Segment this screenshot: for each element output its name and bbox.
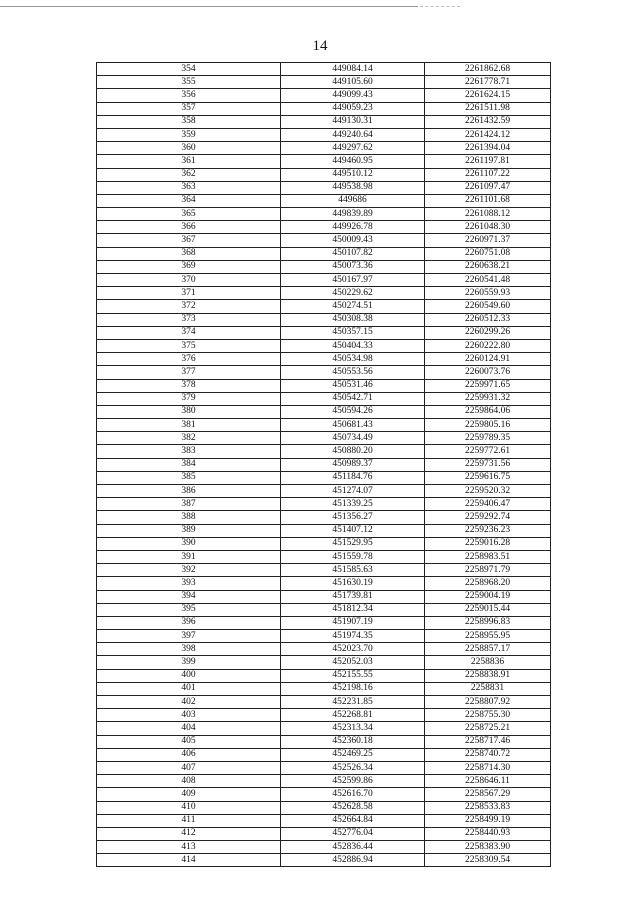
x-coordinate-cell: 449105.60 [281, 76, 425, 89]
top-rule [0, 6, 418, 7]
point-number-cell: 393 [97, 577, 281, 590]
x-coordinate-cell: 452198.16 [281, 682, 425, 695]
x-coordinate-cell: 452023.70 [281, 643, 425, 656]
x-coordinate-cell: 451585.63 [281, 564, 425, 577]
y-coordinate-cell: 2259015.44 [425, 603, 551, 616]
table-row [97, 761, 551, 774]
x-coordinate-cell: 450534.98 [281, 353, 425, 366]
point-number-cell: 394 [97, 590, 281, 603]
x-coordinate-cell: 450167.97 [281, 274, 425, 287]
point-number-cell: 354 [97, 63, 281, 76]
table-row [97, 827, 551, 840]
x-coordinate-cell: 452776.04 [281, 827, 425, 840]
table-row [97, 537, 551, 550]
point-number-cell: 386 [97, 485, 281, 498]
table-row [97, 287, 551, 300]
point-number-cell: 398 [97, 643, 281, 656]
point-number-cell: 357 [97, 102, 281, 115]
y-coordinate-cell: 2259236.23 [425, 524, 551, 537]
x-coordinate-cell: 451630.19 [281, 577, 425, 590]
x-coordinate-cell: 452526.34 [281, 761, 425, 774]
y-coordinate-cell: 2258807.92 [425, 696, 551, 709]
table-row [97, 682, 551, 695]
point-number-cell: 381 [97, 419, 281, 432]
point-number-cell: 408 [97, 775, 281, 788]
table-row [97, 709, 551, 722]
x-coordinate-cell: 451356.27 [281, 511, 425, 524]
point-number-cell: 375 [97, 339, 281, 352]
y-coordinate-cell: 2259864.06 [425, 405, 551, 418]
point-number-cell: 370 [97, 274, 281, 287]
x-coordinate-cell: 450308.38 [281, 313, 425, 326]
x-coordinate-cell: 449099.43 [281, 89, 425, 102]
coordinates-table [96, 62, 551, 867]
point-number-cell: 366 [97, 221, 281, 234]
table-row [97, 590, 551, 603]
x-coordinate-cell: 449839.89 [281, 208, 425, 221]
top-rule-dash [420, 6, 460, 7]
point-number-cell: 414 [97, 854, 281, 867]
y-coordinate-cell: 2258725.21 [425, 722, 551, 735]
point-number-cell: 378 [97, 379, 281, 392]
table-row [97, 643, 551, 656]
table-row [97, 616, 551, 629]
table-row [97, 155, 551, 168]
x-coordinate-cell: 449297.62 [281, 142, 425, 155]
y-coordinate-cell: 2258996.83 [425, 616, 551, 629]
y-coordinate-cell: 2259731.56 [425, 458, 551, 471]
y-coordinate-cell: 2258383.90 [425, 841, 551, 854]
table-row [97, 76, 551, 89]
point-number-cell: 372 [97, 300, 281, 313]
x-coordinate-cell: 452616.70 [281, 788, 425, 801]
x-coordinate-cell: 452231.85 [281, 696, 425, 709]
table-row [97, 221, 551, 234]
y-coordinate-cell: 2261197.81 [425, 155, 551, 168]
y-coordinate-cell: 2259292.74 [425, 511, 551, 524]
point-number-cell: 390 [97, 537, 281, 550]
y-coordinate-cell: 2259931.32 [425, 392, 551, 405]
x-coordinate-cell: 450009.43 [281, 234, 425, 247]
table-row [97, 550, 551, 563]
point-number-cell: 382 [97, 432, 281, 445]
y-coordinate-cell: 2260512.33 [425, 313, 551, 326]
point-number-cell: 413 [97, 841, 281, 854]
table-row [97, 102, 551, 115]
x-coordinate-cell: 449240.64 [281, 128, 425, 141]
point-number-cell: 379 [97, 392, 281, 405]
table-row [97, 208, 551, 221]
y-coordinate-cell: 2261862.68 [425, 63, 551, 76]
table-row [97, 339, 551, 352]
x-coordinate-cell: 452628.58 [281, 801, 425, 814]
x-coordinate-cell: 452599.86 [281, 775, 425, 788]
point-number-cell: 396 [97, 616, 281, 629]
x-coordinate-cell: 450542.71 [281, 392, 425, 405]
y-coordinate-cell: 2261107.22 [425, 168, 551, 181]
point-number-cell: 407 [97, 761, 281, 774]
point-number-cell: 404 [97, 722, 281, 735]
table-row [97, 63, 551, 76]
x-coordinate-cell: 450357.15 [281, 326, 425, 339]
y-coordinate-cell: 2261394.04 [425, 142, 551, 155]
y-coordinate-cell: 2258309.54 [425, 854, 551, 867]
y-coordinate-cell: 2259971.65 [425, 379, 551, 392]
point-number-cell: 363 [97, 181, 281, 194]
x-coordinate-cell: 452313.34 [281, 722, 425, 735]
y-coordinate-cell: 2258968.20 [425, 577, 551, 590]
y-coordinate-cell: 2260222.80 [425, 339, 551, 352]
table-row [97, 801, 551, 814]
point-number-cell: 373 [97, 313, 281, 326]
x-coordinate-cell: 449538.98 [281, 181, 425, 194]
point-number-cell: 362 [97, 168, 281, 181]
point-number-cell: 374 [97, 326, 281, 339]
x-coordinate-cell: 452886.94 [281, 854, 425, 867]
x-coordinate-cell: 451812.34 [281, 603, 425, 616]
table-row [97, 326, 551, 339]
y-coordinate-cell: 2259016.28 [425, 537, 551, 550]
x-coordinate-cell: 450229.62 [281, 287, 425, 300]
point-number-cell: 360 [97, 142, 281, 155]
table-row [97, 181, 551, 194]
x-coordinate-cell: 450553.56 [281, 366, 425, 379]
point-number-cell: 400 [97, 669, 281, 682]
point-number-cell: 377 [97, 366, 281, 379]
point-number-cell: 355 [97, 76, 281, 89]
table-row [97, 247, 551, 260]
point-number-cell: 410 [97, 801, 281, 814]
point-number-cell: 369 [97, 260, 281, 273]
page-number: 14 [312, 38, 328, 54]
y-coordinate-cell: 2260559.93 [425, 287, 551, 300]
x-coordinate-cell: 452360.18 [281, 735, 425, 748]
x-coordinate-cell: 450989.37 [281, 458, 425, 471]
x-coordinate-cell: 449084.14 [281, 63, 425, 76]
point-number-cell: 397 [97, 630, 281, 643]
y-coordinate-cell: 2258971.79 [425, 564, 551, 577]
y-coordinate-cell: 2260541.48 [425, 274, 551, 287]
table-row [97, 392, 551, 405]
y-coordinate-cell: 2259004.19 [425, 590, 551, 603]
table-row [97, 274, 551, 287]
y-coordinate-cell: 2258714.30 [425, 761, 551, 774]
y-coordinate-cell: 2261511.98 [425, 102, 551, 115]
table-row [97, 669, 551, 682]
table-row [97, 722, 551, 735]
y-coordinate-cell: 2259616.75 [425, 471, 551, 484]
x-coordinate-cell: 450107.82 [281, 247, 425, 260]
point-number-cell: 361 [97, 155, 281, 168]
x-coordinate-cell: 451907.19 [281, 616, 425, 629]
x-coordinate-cell: 450531.46 [281, 379, 425, 392]
x-coordinate-cell: 452155.55 [281, 669, 425, 682]
y-coordinate-cell: 2260549.60 [425, 300, 551, 313]
point-number-cell: 371 [97, 287, 281, 300]
x-coordinate-cell: 451529.95 [281, 537, 425, 550]
y-coordinate-cell: 2258646.11 [425, 775, 551, 788]
y-coordinate-cell: 2258717.46 [425, 735, 551, 748]
x-coordinate-cell: 451974.35 [281, 630, 425, 643]
point-number-cell: 376 [97, 353, 281, 366]
y-coordinate-cell: 2259805.16 [425, 419, 551, 432]
y-coordinate-cell: 2261088.12 [425, 208, 551, 221]
y-coordinate-cell: 2259520.32 [425, 485, 551, 498]
table-row [97, 405, 551, 418]
x-coordinate-cell: 452664.84 [281, 814, 425, 827]
coordinates-table-body [97, 63, 551, 867]
point-number-cell: 389 [97, 524, 281, 537]
table-row [97, 458, 551, 471]
point-number-cell: 358 [97, 115, 281, 128]
table-row [97, 168, 551, 181]
point-number-cell: 356 [97, 89, 281, 102]
point-number-cell: 411 [97, 814, 281, 827]
x-coordinate-cell: 450073.36 [281, 260, 425, 273]
point-number-cell: 387 [97, 498, 281, 511]
x-coordinate-cell: 449926.78 [281, 221, 425, 234]
table-row [97, 366, 551, 379]
y-coordinate-cell: 2260751.08 [425, 247, 551, 260]
table-row [97, 445, 551, 458]
x-coordinate-cell: 450404.33 [281, 339, 425, 352]
x-coordinate-cell: 449130.31 [281, 115, 425, 128]
table-row [97, 432, 551, 445]
table-row [97, 564, 551, 577]
point-number-cell: 399 [97, 656, 281, 669]
table-row [97, 234, 551, 247]
table-row [97, 498, 551, 511]
y-coordinate-cell: 2258857.17 [425, 643, 551, 656]
point-number-cell: 391 [97, 550, 281, 563]
x-coordinate-cell: 449059.23 [281, 102, 425, 115]
y-coordinate-cell: 2258983.51 [425, 550, 551, 563]
point-number-cell: 365 [97, 208, 281, 221]
y-coordinate-cell: 2261101.68 [425, 194, 551, 207]
y-coordinate-cell: 2258499.19 [425, 814, 551, 827]
point-number-cell: 388 [97, 511, 281, 524]
y-coordinate-cell: 2258440.93 [425, 827, 551, 840]
table-row [97, 656, 551, 669]
table-row [97, 260, 551, 273]
point-number-cell: 412 [97, 827, 281, 840]
x-coordinate-cell: 450734.49 [281, 432, 425, 445]
table-row [97, 115, 551, 128]
x-coordinate-cell: 450880.20 [281, 445, 425, 458]
point-number-cell: 385 [97, 471, 281, 484]
table-row [97, 142, 551, 155]
x-coordinate-cell: 449460.95 [281, 155, 425, 168]
table-row [97, 748, 551, 761]
y-coordinate-cell: 2261424.12 [425, 128, 551, 141]
y-coordinate-cell: 2259789.35 [425, 432, 551, 445]
point-number-cell: 392 [97, 564, 281, 577]
table-row [97, 379, 551, 392]
table-row [97, 735, 551, 748]
table-row [97, 841, 551, 854]
y-coordinate-cell: 2261624.15 [425, 89, 551, 102]
x-coordinate-cell: 450681.43 [281, 419, 425, 432]
y-coordinate-cell: 2260971.37 [425, 234, 551, 247]
point-number-cell: 367 [97, 234, 281, 247]
x-coordinate-cell: 452836.44 [281, 841, 425, 854]
x-coordinate-cell: 450594.26 [281, 405, 425, 418]
point-number-cell: 359 [97, 128, 281, 141]
y-coordinate-cell: 2258740.72 [425, 748, 551, 761]
table-row [97, 128, 551, 141]
point-number-cell: 402 [97, 696, 281, 709]
point-number-cell: 403 [97, 709, 281, 722]
point-number-cell: 384 [97, 458, 281, 471]
y-coordinate-cell: 2259406.47 [425, 498, 551, 511]
table-row [97, 89, 551, 102]
x-coordinate-cell: 451339.25 [281, 498, 425, 511]
y-coordinate-cell: 2260638.21 [425, 260, 551, 273]
x-coordinate-cell: 449686 [281, 194, 425, 207]
table-row [97, 353, 551, 366]
point-number-cell: 368 [97, 247, 281, 260]
y-coordinate-cell: 2258831 [425, 682, 551, 695]
table-row [97, 419, 551, 432]
point-number-cell: 409 [97, 788, 281, 801]
point-number-cell: 405 [97, 735, 281, 748]
y-coordinate-cell: 2258755.30 [425, 709, 551, 722]
x-coordinate-cell: 451739.81 [281, 590, 425, 603]
y-coordinate-cell: 2258955.95 [425, 630, 551, 643]
table-row [97, 485, 551, 498]
table-row [97, 854, 551, 867]
point-number-cell: 406 [97, 748, 281, 761]
y-coordinate-cell: 2258567.29 [425, 788, 551, 801]
y-coordinate-cell: 2259772.61 [425, 445, 551, 458]
table-row [97, 775, 551, 788]
y-coordinate-cell: 2260299.26 [425, 326, 551, 339]
table-row [97, 577, 551, 590]
x-coordinate-cell: 451559.78 [281, 550, 425, 563]
y-coordinate-cell: 2258836 [425, 656, 551, 669]
x-coordinate-cell: 450274.51 [281, 300, 425, 313]
table-row [97, 814, 551, 827]
table-row [97, 300, 551, 313]
y-coordinate-cell: 2261432.59 [425, 115, 551, 128]
y-coordinate-cell: 2258533.83 [425, 801, 551, 814]
y-coordinate-cell: 2261097.47 [425, 181, 551, 194]
table-row [97, 603, 551, 616]
y-coordinate-cell: 2261048.30 [425, 221, 551, 234]
point-number-cell: 383 [97, 445, 281, 458]
table-row [97, 471, 551, 484]
point-number-cell: 364 [97, 194, 281, 207]
table-row [97, 630, 551, 643]
x-coordinate-cell: 451274.07 [281, 485, 425, 498]
table-row [97, 696, 551, 709]
point-number-cell: 395 [97, 603, 281, 616]
x-coordinate-cell: 449510.12 [281, 168, 425, 181]
y-coordinate-cell: 2261778.71 [425, 76, 551, 89]
y-coordinate-cell: 2260124.91 [425, 353, 551, 366]
x-coordinate-cell: 451407.12 [281, 524, 425, 537]
x-coordinate-cell: 452469.25 [281, 748, 425, 761]
x-coordinate-cell: 451184.76 [281, 471, 425, 484]
table-row [97, 511, 551, 524]
point-number-cell: 380 [97, 405, 281, 418]
table-row [97, 524, 551, 537]
x-coordinate-cell: 452268.81 [281, 709, 425, 722]
y-coordinate-cell: 2260073.76 [425, 366, 551, 379]
point-number-cell: 401 [97, 682, 281, 695]
table-row [97, 194, 551, 207]
x-coordinate-cell: 452052.03 [281, 656, 425, 669]
table-row [97, 313, 551, 326]
table-row [97, 788, 551, 801]
y-coordinate-cell: 2258838.91 [425, 669, 551, 682]
